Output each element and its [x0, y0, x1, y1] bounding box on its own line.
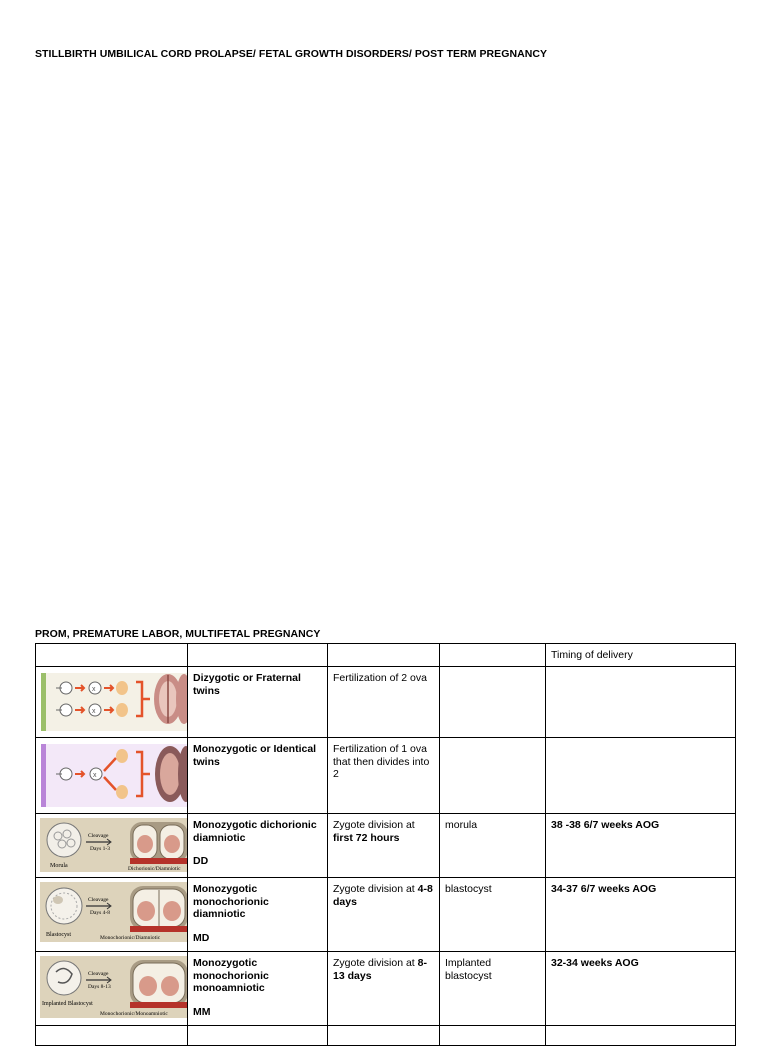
cell-empty	[440, 1026, 546, 1046]
cell-timing	[546, 952, 736, 1026]
header-cell-figure	[36, 644, 188, 667]
origin-text: Fertilization of 2 ova	[333, 672, 427, 684]
cell-type	[188, 878, 328, 952]
delivery-timing: 34-37 6/7 weeks AOG	[551, 883, 657, 895]
monozygotic-figure-cell	[36, 738, 188, 814]
fig-label: Days 4-8	[90, 910, 111, 916]
document-heading-stillbirth: STILLBIRTH UMBILICAL CORD PROLAPSE/ FETAL GROWTH DISORDERS/ POST TERM PREGNANCY	[35, 48, 548, 60]
origin-timing: 8-13 days	[333, 957, 427, 982]
table-row-dizygotic	[36, 667, 736, 738]
header-cell-origin	[328, 644, 440, 667]
cell-stage	[440, 738, 546, 814]
twin-type-label: Monozygotic dichorionic diamniotic	[193, 819, 317, 844]
svg-text:x: x	[92, 708, 96, 715]
svg-text:x: x	[92, 686, 96, 693]
origin-timing: first 72 hours	[333, 831, 400, 844]
cell-type	[188, 738, 328, 814]
mm-figure-cell	[36, 952, 188, 1026]
dizygotic-figure-cell	[36, 667, 188, 738]
origin-text: Zygote division at	[333, 883, 415, 895]
cell-origin	[328, 952, 440, 1026]
cell-stage	[440, 952, 546, 1026]
cell-empty	[36, 1026, 188, 1046]
origin-text: Zygote division at	[333, 957, 415, 969]
cell-origin	[328, 878, 440, 952]
twin-abbreviation: DD	[193, 855, 209, 867]
twin-type-label: Monozygotic or Identical twins	[193, 743, 317, 768]
origin-timing: 4-8 days	[333, 883, 433, 908]
header-cell-type	[188, 644, 328, 667]
header-cell-timing: Timing of delivery	[546, 644, 736, 667]
origin-text: Zygote division at	[333, 819, 415, 831]
morula-cleavage-diagram	[36, 814, 188, 877]
twin-abbreviation: MM	[193, 1005, 211, 1018]
cell-origin	[328, 814, 440, 878]
table-row-monochorionic-diamniotic	[36, 878, 736, 952]
cell-timing	[546, 814, 736, 878]
stage-text: morula	[445, 819, 478, 831]
table-row-dichorionic-diamniotic	[36, 814, 736, 878]
origin-text: Fertilization of 1 ova that then divides into 2	[333, 743, 430, 780]
cell-origin	[328, 738, 440, 814]
twin-type-label: Monozygotic monochorionic monoamniotic	[193, 957, 269, 994]
table-row-monozygotic	[36, 738, 736, 814]
twin-type-label: Monozygotic monochorionic diamniotic	[193, 883, 269, 920]
fig-label: Morula	[50, 863, 68, 869]
table-header-row	[36, 644, 736, 667]
fig-label: Cleavage	[88, 971, 109, 977]
fig-label: Cleavage	[88, 897, 109, 903]
cell-origin	[328, 667, 440, 738]
cell-stage	[440, 878, 546, 952]
cell-type	[188, 667, 328, 738]
md-figure-cell	[36, 878, 188, 952]
stage-text: Implanted blastocyst	[445, 957, 492, 982]
monozygotic-twinning-diagram	[36, 738, 188, 813]
fig-label: Implanted Blastocyst	[42, 1001, 93, 1007]
stage-text: blastocyst	[445, 883, 492, 895]
implanted-blastocyst-cleavage-diagram	[36, 952, 188, 1025]
document-heading-multifetal: PROM, PREMATURE LABOR, MULTIFETAL PREGNANCY	[35, 628, 321, 640]
cell-stage	[440, 667, 546, 738]
fig-label: Cleavage	[88, 833, 109, 839]
fig-label: Monochorionic/Monoamniotic	[100, 1011, 168, 1017]
table-row-monochorionic-monoamniotic	[36, 952, 736, 1026]
fig-label: Dichorionic/Diamniotic	[128, 866, 181, 872]
cell-timing	[546, 738, 736, 814]
cell-empty	[546, 1026, 736, 1046]
twin-abbreviation: MD	[193, 931, 210, 944]
svg-text:x: x	[93, 772, 97, 779]
blastocyst-cleavage-diagram	[36, 878, 188, 951]
delivery-timing: 38 -38 6/7 weeks AOG	[551, 819, 660, 831]
cell-empty	[328, 1026, 440, 1046]
fig-label: Days 1-3	[90, 846, 111, 852]
cell-timing	[546, 667, 736, 738]
cell-empty	[188, 1026, 328, 1046]
twins-classification-table	[35, 643, 736, 1046]
cell-type	[188, 952, 328, 1026]
fig-label: Monochorionic/Diamniotic	[100, 935, 161, 941]
cell-stage	[440, 814, 546, 878]
twin-type-label: Dizygotic or Fraternal twins	[193, 672, 301, 697]
fig-label: Blastocyst	[46, 932, 71, 938]
dizygotic-twinning-diagram	[36, 667, 188, 737]
cell-timing	[546, 878, 736, 952]
table-row-continued	[36, 1026, 736, 1046]
header-cell-stage	[440, 644, 546, 667]
cell-type	[188, 814, 328, 878]
fig-label: Days 8-13	[88, 984, 111, 990]
delivery-timing: 32-34 weeks AOG	[551, 957, 639, 969]
dd-figure-cell	[36, 814, 188, 878]
